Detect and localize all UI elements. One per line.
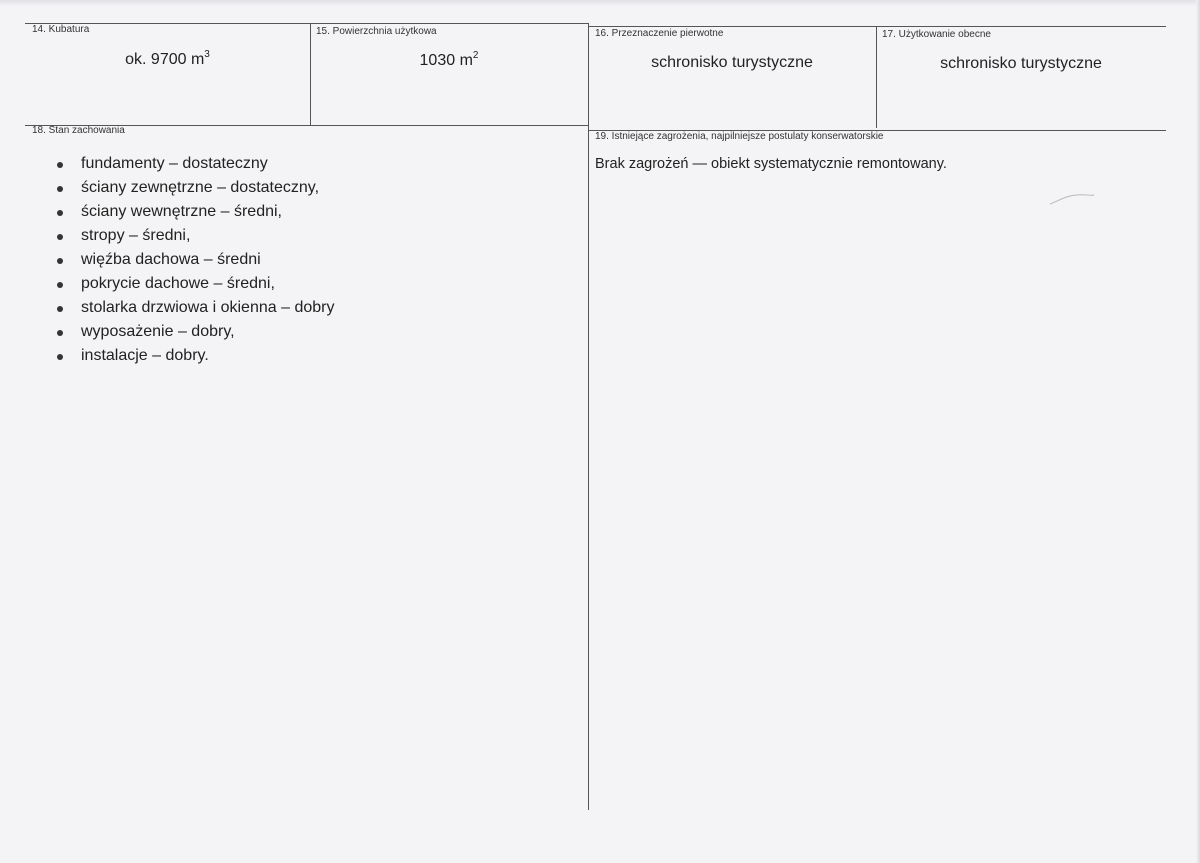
field-16-label: 16. Przeznaczenie pierwotne — [595, 28, 724, 39]
bullet-icon — [57, 330, 63, 336]
field-19-label: 19. Istniejące zagrożenia, najpilniejsze postulaty konserwatorskie — [595, 131, 884, 142]
bullet-icon — [57, 210, 63, 216]
list-item — [55, 224, 334, 248]
condition-text: więźba dachowa – średni — [81, 251, 261, 268]
bullet-icon — [57, 306, 63, 312]
row1-top-border-right — [588, 26, 1166, 27]
list-item — [55, 272, 334, 296]
page-edge-top — [0, 0, 1200, 6]
divider-main — [588, 23, 589, 810]
list-item — [55, 344, 334, 368]
condition-text: ściany zewnętrzne – dostateczny, — [81, 179, 320, 196]
bullet-icon — [57, 162, 63, 168]
field-14-label: 14. Kubatura — [32, 24, 90, 35]
field-15-value — [310, 52, 588, 70]
bullet-icon — [57, 258, 63, 264]
field-17-label: 17. Użytkowanie obecne — [882, 29, 991, 40]
condition-list — [55, 152, 334, 368]
list-item — [55, 296, 334, 320]
list-item — [55, 248, 334, 272]
powierzchnia-value: 1030 m — [419, 52, 473, 69]
condition-text: ściany wewnętrzne – średni, — [81, 203, 282, 220]
list-item — [55, 152, 334, 176]
field-18-label: 18. Stan zachowania — [32, 125, 125, 136]
field-14-value — [25, 51, 310, 69]
row1-top-border-left — [25, 23, 588, 24]
divider-14-15 — [310, 23, 311, 126]
kubatura-unit-exponent: 3 — [204, 49, 210, 60]
field-16-value: schronisko turystyczne — [651, 54, 813, 71]
condition-text: instalacje – dobry. — [81, 347, 209, 364]
list-item — [55, 176, 334, 200]
bullet-icon — [57, 234, 63, 240]
condition-text: pokrycie dachowe – średni, — [81, 275, 275, 292]
condition-text: wyposażenie – dobry, — [81, 323, 235, 340]
list-item — [55, 320, 334, 344]
powierzchnia-unit-exponent: 2 — [472, 50, 479, 61]
kubatura-value: ok. 9700 m — [125, 51, 205, 68]
bullet-icon — [57, 354, 63, 360]
threats-text: Brak zagrożeń — obiekt systematycznie remontowany. — [595, 156, 947, 172]
field-17-value: schronisko turystyczne — [940, 55, 1102, 72]
divider-16-17 — [876, 26, 877, 128]
pen-mark — [1048, 190, 1096, 206]
list-item — [55, 200, 334, 224]
field-15-label: 15. Powierzchnia użytkowa — [316, 26, 437, 37]
bullet-icon — [57, 282, 63, 288]
bullet-icon — [57, 186, 63, 192]
condition-text: stolarka drzwiowa i okienna – dobry — [81, 299, 335, 316]
condition-text: stropy – średni, — [81, 227, 191, 244]
page-edge-right — [1196, 0, 1200, 863]
condition-text: fundamenty – dostateczny — [81, 155, 268, 172]
